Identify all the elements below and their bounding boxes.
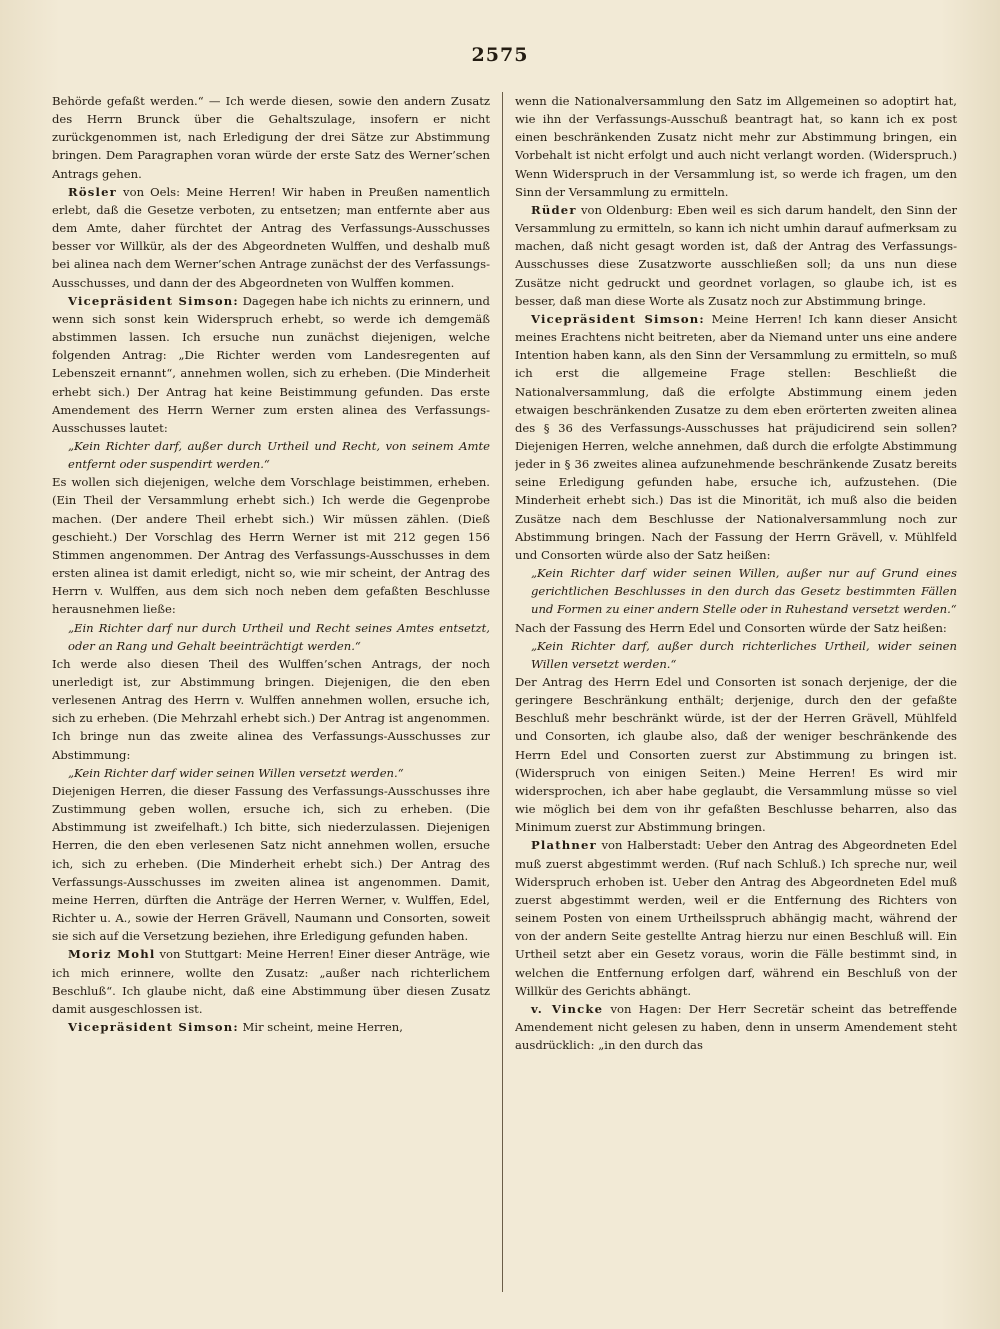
page-number: 2575 [471,44,529,66]
speech-paragraph [515,1000,957,1054]
paragraph-text: von Oldenburg: Eben weil es sich darum handelt, den Sinn der Versammlung zu ermitteln, so kann ich nicht umhin darauf aufmerksam zu machen, daß nicht gesagt worden ist, daß der Antrag des Verfassungs-Ausschusses diese Zusatzworte ausschließen soll; da uns nun diese Zusätze nicht gedruckt und geordnet vorlagen, so glaube ich, ist es besser, daß man diese Worte als Zusatz noch zur Abstimmung bringe. [515,202,957,308]
quoted-motion: „Kein Richter darf wider seinen Willen, außer nur auf Grund eines gerichtlichen Beschlusses in den durch das Gesetz bestimmten Fällen und Formen zu einer andern Stelle oder in Ruhestand versetzt werden.“ [531,566,957,617]
speaker-name: Plathner [531,838,597,853]
paragraph-text: Nach der Fassung des Herrn Edel und Consorten würde der Satz heißen: [515,620,947,635]
quoted-motion: „Kein Richter darf, außer durch richterliches Urtheil, wider seinen Willen versetzt werden.“ [531,638,957,671]
quoted-motion: „Kein Richter darf wider seinen Willen versetzt werden.“ [68,765,404,780]
speaker-name: Moriz Mohl [68,947,156,962]
quoted-motion: „Ein Richter darf nur durch Urtheil und Recht seines Amtes entsetzt, oder an Rang und Gehalt beeinträchtigt werden.“ [68,620,490,653]
speech-paragraph [515,92,957,201]
paragraph-text: von Stuttgart: Meine Herren! Einer dieser Anträge, wie ich mich erinnere, wollte den Zusatz: „außer nach richterlichem Beschluß“. Ich glaube nicht, daß eine Abstimmung über diesen Zusatz damit ausgeschlossen ist. [52,947,490,1016]
speaker-name: Rüder [531,202,577,217]
paragraph-text: wenn die Nationalversammlung den Satz im Allgemeinen so adoptirt hat, wie ihn der Verfassungs-Ausschuß beantragt hat, so kann ich ex post einen beschränkenden Zusatz nicht mehr zur Abstimmung bringen, ein Vorbehalt ist nicht erfolgt und auch nicht verlangt worden. (Widerspruch.) Wenn Widerspruch in der Versammlung ist, so werde ich fragen, um den Sinn der Versammlung zu ermitteln. [515,94,957,199]
speaker-name: v. Vincke [531,1001,604,1016]
paragraph-text: Meine Herren! Ich kann dieser Ansicht meines Erachtens nicht beitreten, aber da Niemand unter uns eine andere Intention haben kann, als den Sinn der Versammlung zu ermitteln, so muß ich erst die allgemeine Frage stellen: Beschließt die Nationalversammlung, daß die erfolgte Abstimmung einem jeden etwaigen beschränkenden Zusatze zu dem eben erörterten zweiten alinea des § 36 des Verfassungs-Ausschusses hat präjudicirend sein sollen? Diejenigen Herren, welche annehmen, daß durch die erfolgte Abstimmung jeder in § 36 zweites alinea aufzunehmende beschränkende Zusatz bereits seine Erledigung gefunden habe, ersuche ich, aufzustehen. (Die Minderheit erhebt sich.) Das ist die Minorität, ich muß also die beiden Zusätze nach dem Beschlusse der Nationalversammlung noch zur Abstimmung bringen. Nach der Fassung der Herrn Grävell, v. Mühlfeld und Consorten würde also der Satz heißen: [515,311,957,562]
speaker-name: Vicepräsident Simson: [68,1019,239,1034]
speech-paragraph [52,473,490,618]
paragraph-text: von Halberstadt: Ueber den Antrag des Abgeordneten Edel muß zuerst abgestimmt werden. (Ruf nach Schluß.) Ich spreche nur, weil Widerspruch erhoben ist. Ueber den Antrag des Abgeordneten Edel muß zuerst abgestimmt werden, weil er die Entfernung des Richters von seinem Posten von einem Urtheilsspruch abhängig macht, während der von der andern Seite gestellte Antrag hierzu nur einen Beschluß will. Ein Urtheil setzt aber ein Gesetz voraus, worin die Fälle bestimmt sind, in welchen die Entfernung erfolgen darf, während ein Beschluß von der Willkür des Gerichts abhängt. [515,838,957,998]
speech-paragraph [515,201,957,310]
speech-paragraph [52,945,490,1018]
speech-paragraph [52,292,490,437]
paragraph-text: Ich werde also diesen Theil des Wulffen’schen Antrags, der noch unerledigt ist, zur Abstimmung bringen. Diejenigen, die den eben verlesenen Antrag des Herrn v. Wulffen annehmen wollen, ersuche ich, sich zu erheben. (Die Mehrzahl erhebt sich.) Der Antrag ist angenommen. Ich bringe nun das zweite alinea des Verfassungs-Ausschusses zur Abstimmung: [52,656,490,762]
quoted-motion: „Kein Richter darf, außer durch Urtheil und Recht, von seinem Amte entfernt oder suspendirt werden.“ [68,438,490,472]
paragraph-text: von Oels: Meine Herren! Wir haben in Preußen namentlich erlebt, daß die Gesetze verboten, zu entsetzen; man entfernte aber aus dem Amte, daher fürchtet der Antrag des Verfassungs-Ausschusses besser vor Willkür, als der des Abgeordneten Wulffen, und deshalb muß bei alinea nach dem Werner’schen Antrage zunächst der des Verfassungs-Ausschusses, und dann der des Abgeordneten von Wulffen kommen. [52,184,490,290]
speech-paragraph [52,92,490,183]
paragraph-text: Diejenigen Herren, die dieser Fassung des Verfassungs-Ausschusses ihre Zustimmung geben wollen, ersuche ich, sich zu erheben. (Die Abstimmung ist zweifelhaft.) Ich bitte, sich niederzulassen. Diejenigen Herren, die den eben verlesenen Satz nicht annehmen wollen, ersuche ich, sich zu erheben. (Die Minderheit erhebt sich.) Der Antrag des Verfassungs-Ausschusses im zweiten alinea ist angenommen. Damit, meine Herren, dürften die Anträge der Herren Werner, v. Wulffen, Edel, Richter u. A., sowie der Herren Grävell, Naumann und Consorten, soweit sie sich auf die Versetzung beziehen, ihre Erledigung gefunden haben. [52,783,490,944]
speech-paragraph [52,655,490,764]
paragraph-text: Es wollen sich diejenigen, welche dem Vorschlage beistimmen, erheben. (Ein Theil der Versammlung erhebt sich.) Ich werde die Gegenprobe machen. (Der andere Theil erhebt sich.) Wir müssen zählen. (Dieß geschieht.) Der Vorschlag des Herrn Werner ist mit 212 gegen 156 Stimmen angenommen. Der Antrag des Verfassungs-Ausschusses in dem ersten alinea ist damit erledigt, nicht so, wie mir scheint, der Antrag des Herrn v. Wulffen, aus dem sich noch neben dem gefaßten Beschlusse herausnehmen ließe: [52,475,490,617]
speaker-name: Rösler [68,184,117,199]
speaker-name: Vicepräsident Simson: [531,311,705,326]
column-divider [502,92,503,1292]
speech-paragraph [515,836,957,999]
left-column [52,92,490,1297]
speech-paragraph [515,310,957,564]
speech-paragraph [515,673,957,836]
paragraph-text: Dagegen habe ich nichts zu erinnern, und wenn sich sonst kein Widerspruch erhebt, so werde ich demgemäß abstimmen lassen. Ich ersuche nun zunächst diejenigen, welche folgenden Antrag: „Die Richter werden vom Landesregenten auf Lebenszeit ernannt“, annehmen wollen, sich zu erheben. (Die Minderheit erhebt sich.) Der Antrag hat keine Beistimmung gefunden. Das erste Amendement des Herrn Werner zum ersten alinea des Verfassungs-Ausschusses lautet: [52,293,490,435]
right-column [515,92,957,1297]
paragraph-text: Mir scheint, meine Herren, [238,1019,403,1034]
speech-paragraph [52,183,490,292]
speech-paragraph [515,619,957,637]
paragraph-text: von Hagen: Der Herr Secretär scheint das betreffende Amendement nicht gelesen zu haben, denn in unserm Amendement steht ausdrücklich: „in den durch das [515,1001,957,1053]
speech-paragraph [52,782,490,945]
paragraph-text: Behörde gefaßt werden.“ — Ich werde diesen, sowie den andern Zusatz des Herrn Brunck über die Gehaltszulage, insofern er nicht zurückgenommen ist, nach Erledigung der drei Sätze zur Abstimmung bringen. Dem Paragraphen voran würde der erste Satz des Werner’schen Antrags gehen. [52,94,490,181]
paragraph-text: Der Antrag des Herrn Edel und Consorten ist sonach derjenige, der die geringere Beschränkung enthält; derjenige, durch den der gefaßte Beschluß mehr beschränkt würde, ist der der Herren Grävell, Mühlfeld und Consorten, ich glaube also, daß der weniger beschränkende des Herrn Edel und Consorten zuerst zur Abstimmung zu bringen ist. (Widerspruch von einigen Seiten.) Meine Herren! Es wird mir widersprochen, ich aber habe geglaubt, die Versammlung müsse so viel wie möglich bei dem von ihr gefaßten Beschlusse beharren, also das Minimum zuerst zur Abstimmung bringen. [515,675,957,835]
speaker-name: Vicepräsident Simson: [68,293,239,308]
speech-paragraph [52,1018,490,1036]
